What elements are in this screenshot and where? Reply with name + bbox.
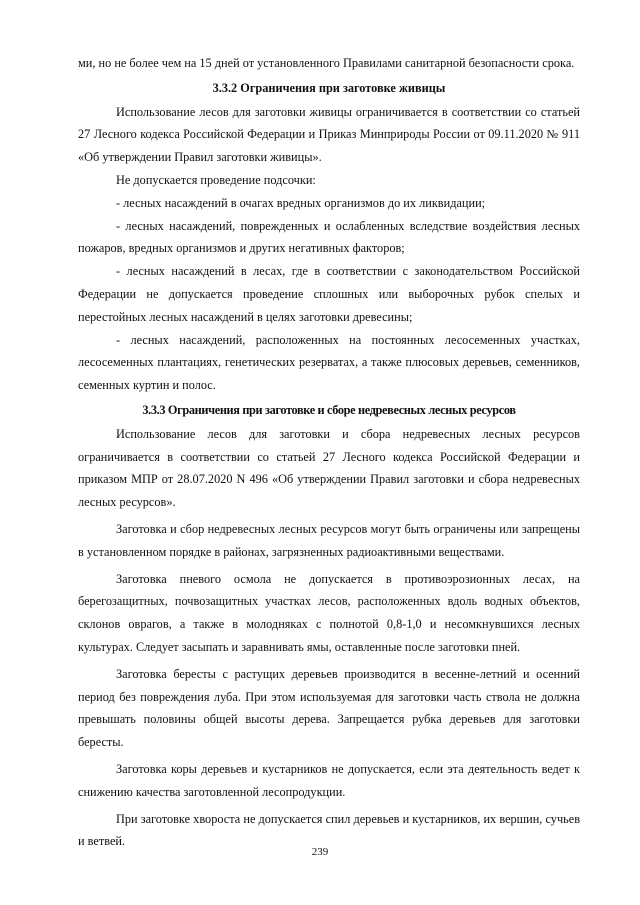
paragraph-resin-law: Использование лесов для заготовки живицы ограничивается в соответствии со статьей 27 Лесного кодекса Российской Федерации и Приказ Минприроды России от 09.11.2020 № 911 «Об утверждении Правил заготовки живицы». <box>78 104 580 165</box>
paragraph-bark: Заготовка коры деревьев и кустарников не допускается, если эта деятельность ведет к снижению качества заготовленной лесопродукции. <box>78 761 580 799</box>
page-number: 239 <box>311 846 329 858</box>
paragraph-birch-bark: Заготовка бересты с растущих деревьев производится в весенне-летний и осенний период без повреждения луба. При этом используемая для заготовки часть ствола не должна превышать половины общей высоты дерева. Запрещается рубка деревьев для заготовки бересты. <box>78 666 580 750</box>
list-item-seed-plots: - лесных насаждений, расположенных на постоянных лесосеменных участках, лесосеменных плантациях, генетических резерватах, а также плюсовых деревьев, семенников, семенных куртин и полос. <box>78 332 580 393</box>
paragraph-tapping-prohibited: Не допускается проведение подсочки: <box>116 172 316 187</box>
page-body <box>78 52 580 853</box>
paragraph-brushwood: При заготовке хвороста не допускается спил деревьев и кустарников, их вершин, сучьев и ветвей. <box>78 811 580 849</box>
paragraph-continuation: ми, но не более чем на 15 дней от установленного Правилами санитарной безопасности срока. <box>78 56 575 70</box>
list-item-damaged: - лесных насаждений, поврежденных и ослабленных вследствие воздействия лесных пожаров, вредных организмов и других негативных факторов; <box>78 218 580 256</box>
section-heading-3-3-2: 3.3.2 Ограничения при заготовке живицы <box>212 80 446 95</box>
list-item-pests: - лесных насаждений в очагах вредных организмов до их ликвидации; <box>116 195 486 210</box>
section-heading-3-3-3: 3.3.3 Ограничения при заготовке и сборе недревесных лесных ресурсов <box>142 402 516 417</box>
paragraph-radioactive: Заготовка и сбор недревесных лесных ресурсов могут быть ограничены или запрещены в установленном порядке в районах, загрязненных радиоактивными веществами. <box>78 521 580 559</box>
paragraph-non-timber-law: Использование лесов для заготовки и сбора недревесных лесных ресурсов ограничивается в соответствии со статьей 27 Лесного кодекса Российской Федерации и приказом МПР от 28.07.2020 N 496 «Об утверждении Правил заготовки и сбора недревесных лесных ресурсов». <box>78 426 580 510</box>
list-item-protected-forests: - лесных насаждений в лесах, где в соответствии с законодательством Российской Федерации не допускается проведение сплошных или выборочных рубок спелых и перестойных лесных насаждений в целях заготовки древесины; <box>78 264 580 324</box>
paragraph-stump-resin: Заготовка пневого осмола не допускается в противоэрозионных лесах, на берегозащитных, почвозащитных участках лесов, расположенных вдоль водных объектов, склонов оврагов, а также в молодняках с полнотой 0,8-1,0 и несомкнувшихся лесных культурах. Следует засыпать и заравнивать ямы, оставленные после заготовки пней. <box>78 571 580 654</box>
